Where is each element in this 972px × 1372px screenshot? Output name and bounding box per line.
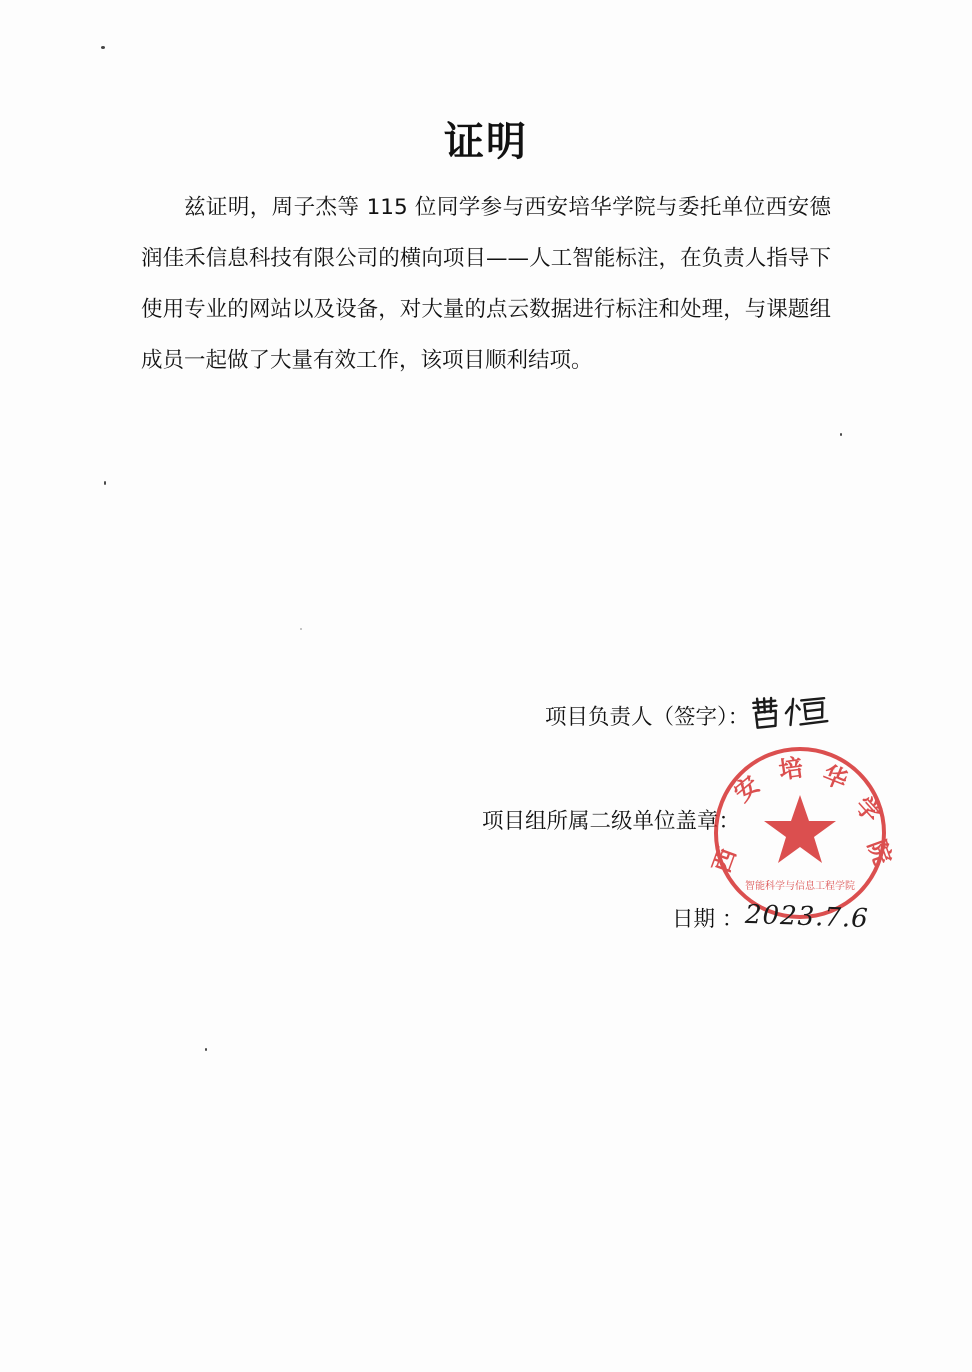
svg-text:安: 安 [728,770,766,808]
scan-speck [205,1048,207,1051]
signature-line [545,702,749,734]
svg-text:院: 院 [862,836,897,869]
handwritten-date: 2023.7.6 [744,899,870,935]
date-line [672,904,743,936]
scan-speck [101,46,105,49]
scan-speck [104,481,106,485]
document-body: 兹证明，周子杰等 115 位同学参与西安培华学院与委托单位西安德润佳禾信息科技有限公司的横向项目——人工智能标注，在负责人指导下使用专业的网站以及设备，对大量的点云数据进行标注和处理，与课题组成员一起做了大量有效工作，该项目顺利结项。 [141,195,831,373]
svg-text:智能科学与信息工程学院: 智能科学与信息工程学院 [745,881,855,892]
handwritten-signature [749,693,831,738]
seal-star-icon [764,795,836,863]
document-title: 证明 [444,119,528,165]
svg-text:西: 西 [707,844,742,877]
svg-text:华: 华 [818,760,852,796]
signature-label: 项目负责人（签字）： [545,705,750,730]
official-seal [707,743,897,923]
signature-glyphs [749,693,831,731]
svg-text:培: 培 [777,753,805,785]
svg-text:学: 学 [849,791,887,828]
seal-label: 项目组所属二级单位盖章： [482,809,741,834]
date-label: 日期 ： [672,907,744,932]
scan-speck [840,433,842,436]
seal-line [482,806,740,838]
scan-speck [300,628,302,630]
